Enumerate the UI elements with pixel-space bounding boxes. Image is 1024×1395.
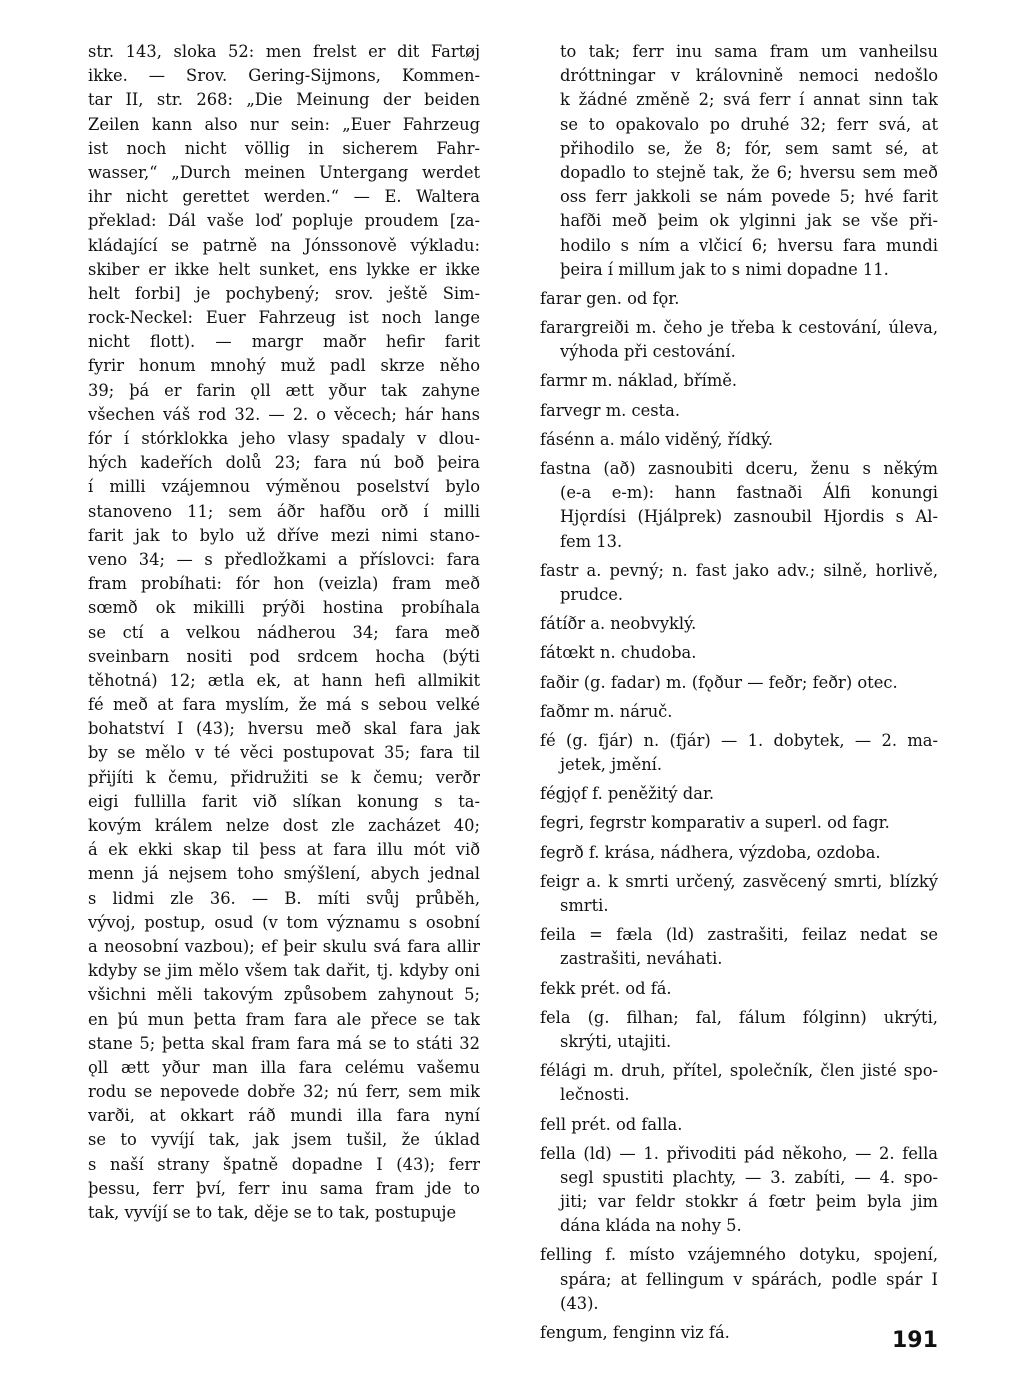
text-line: stanoveno 11; sem áðr hafðu orð í milli [88,501,480,521]
text-line: varði, at okkart ráð mundi illa fara nyní [88,1106,480,1126]
entry-line: faðmr m. náruč. [540,701,673,721]
dictionary-entry [540,457,938,554]
text-line: kovým králem nelze dost zle zacházet 40; [88,816,480,835]
text-line: fram probíhati: fór hon (veizla) fram með [88,574,480,594]
text-line: helt forbi] je pochybený; srov. ještě Sim- [88,283,480,303]
entry-line: fastna (að) zasnoubiti dceru, ženu s někým [540,459,938,478]
dictionary-entry [540,369,938,393]
text-line: ǫll ætt yður man illa fara celému vašemu [88,1057,480,1077]
right-column [540,40,938,1345]
entry-line: dróttningar v královnině nemoci nedošlo [560,66,938,86]
dictionary-entry [540,1321,938,1345]
entry-line: fé (g. fjár) n. (fjár) — 1. dobytek, — 2. ma- [540,730,938,750]
dictionary-entry [540,287,938,311]
text-line: tar II, str. 268: „Die Meinung der beiden [88,90,480,110]
text-line: í milli vzájemnou výměnou poselství bylo [88,477,480,497]
entry-line: zastrašiti, neváhati. [560,949,723,969]
entry-line: faðir (g. fadar) m. (fǫður — feðr; feðr) otec. [540,672,898,692]
entry-line: smrti. [560,896,609,915]
text-line: kdyby se jim mělo všem tak dařit, tj. kdyby oni [88,961,480,981]
text-line: ist noch nicht völlig in sicherem Fahr- [88,138,480,158]
entry-line: félági m. druh, přítel, společník, člen jisté spo- [540,1061,938,1081]
dictionary-entry [540,612,938,636]
entry-line: spára; at fellingum v spárách, podle spár I [560,1269,938,1289]
entry-line: fátíðr a. neobvyklý. [540,614,697,634]
dictionary-entry [540,923,938,971]
entry-line: þeira í millum jak to s nimi dopadne 11. [560,259,889,279]
text-line: rock-Neckel: Euer Fahrzeug ist noch lange [88,308,480,328]
dictionary-entry [540,977,938,1001]
text-line: bohatství I (43); hversu með skal fara jak [88,719,480,739]
entry-line: skrýti, utajiti. [560,1031,672,1051]
text-line: s lidmi zle 36. — B. míti svůj průběh, [88,888,480,908]
page-number: 191 [892,1328,938,1353]
left-column [88,40,480,1225]
dictionary-entry [540,782,938,806]
dictionary-entry [540,641,938,665]
entry-line: farar gen. od fǫr. [540,288,680,308]
text-line: fór í stórklokka jeho vlasy spadaly v dlou- [88,429,480,448]
text-line: ikke. — Srov. Gering-Sijmons, Kommen- [88,66,480,86]
entry-line: felling f. místo vzájemného dotyku, spojení, [540,1245,938,1265]
dictionary-entry [540,870,938,918]
text-line: fyrir honum mnohý muž padl skrze něho [88,356,480,376]
entry-line: farvegr m. cesta. [540,400,681,420]
entry-line: fátœkt n. chudoba. [540,643,697,663]
entry-line: dána kláda na nohy 5. [560,1216,742,1236]
entry-line: přihodilo se, že 8; fór, sem samt sé, at [560,138,938,158]
entry-line: fastr a. pevný; n. fast jako adv.; silně, horlivě, [540,560,938,580]
text-line: fé með at fara myslím, že má s sebou velké [88,695,480,715]
entry-line: fásénn a. málo viděný, řídký. [540,429,774,449]
text-line: þessu, ferr því, ferr inu sama fram jde to [88,1178,480,1198]
entry-line: fela (g. filhan; fal, fálum fólginn) ukrýti, [540,1007,938,1027]
entry-line: dopadlo to stejně tak, že 6; hversu sem með [560,162,938,182]
dictionary-entry [540,428,938,452]
dictionary-entry [540,700,938,724]
entry-line: farargreiði m. čeho je třeba k cestování, úleva, [540,318,938,338]
text-line: nicht flott). — margr maðr hefir farit [88,332,480,352]
entry-line: fengum, fenginn viz fá. [540,1323,730,1342]
text-line: všechen váš rod 32. — 2. o věcech; hár hans [88,404,480,424]
text-line: tak, vyvíjí se to tak, děje se to tak, postupuje [88,1203,457,1222]
text-line: veno 34; — s předložkami a příslovci: fara [88,549,480,569]
entry-line: fem 13. [560,531,623,551]
text-line: kládající se patrně na Jónssonově výkladu: [88,235,480,255]
text-line: rodu se nepovede dobře 32; nú ferr, sem mik [88,1082,480,1102]
entry-line: oss ferr jakkoli se nám povede 5; hvé farit [560,187,938,207]
entry-line: to tak; ferr inu sama fram um vanheilsu [560,42,938,61]
entry-line: fella (ld) — 1. přivoditi pád někoho, — 2. fella [540,1143,938,1163]
text-line: všichni měli takovým způsobem zahynout 5; [88,985,480,1005]
dictionary-entry [540,1142,938,1239]
entry-line: farmr m. náklad, břímě. [540,371,738,391]
text-line: menn já nejsem toho smýšlení, abych jednal [88,864,480,884]
entry-continuation [540,40,938,282]
dictionary-entry [540,671,938,695]
dictionary-entry [540,316,938,364]
entry-line: hodilo s ním a vlčicí 6; hversu fara mundi [560,235,938,255]
text-line: sveinbarn nositi pod srdcem hocha (býti [88,646,480,666]
text-line: sœmð ok mikilli prýði hostina probíhala [88,598,480,618]
entry-line: segl spustiti plachty, — 3. zabíti, — 4. spo- [560,1167,938,1187]
entry-line: fegrð f. krása, nádhera, výzdoba, ozdoba. [540,842,881,862]
text-line: těhotná) 12; ætla ek, at hann hefi allmikit [88,670,480,690]
dictionary-entry [540,729,938,777]
text-line: wasser,“ „Durch meinen Untergang werdet [88,162,480,182]
text-line: stane 5; þetta skal fram fara má se to státi 32 [88,1033,480,1053]
entry-line: jiti; var feldr stokkr á fœtr þeim byla jim [560,1192,938,1212]
dictionary-entry [540,1059,938,1107]
text-line: se to vyvíjí tak, jak jsem tušil, že úklad [88,1130,480,1150]
dictionary-entry [540,559,938,607]
entry-line: fégjǫf f. peněžitý dar. [540,784,715,804]
entry-line: fegri, fegrstr komparativ a superl. od fagr. [540,813,890,833]
dictionary-entry [540,1113,938,1137]
entry-line: fekk prét. od fá. [540,978,672,998]
text-line: ihr nicht gerettet werden.“ — E. Waltera [88,187,480,207]
dictionary-entry [540,399,938,423]
entry-line: k žádné změně 2; svá ferr í annat sinn tak [560,90,938,110]
text-line: á ek ekki skap til þess at fara illu mót við [88,840,480,860]
entry-line: výhoda při cestování. [560,342,736,362]
entry-line: (e-a e-m): hann fastnaði Álfi konungi [560,483,938,503]
dictionary-entry [540,841,938,865]
text-line: se ctí a velkou nádherou 34; fara með [88,622,480,642]
entry-line: Hjǫrdísi (Hjálprek) zasnoubil Hjordis s Al- [560,507,938,527]
dictionary-entry [540,1006,938,1054]
text-line: a neosobní vazbou); ef þeir skulu svá fara allir [88,936,480,956]
entry-line: lečnosti. [560,1085,630,1105]
entry-line: feigr a. k smrti určený, zasvěcený smrti, blízký [540,871,938,891]
text-line: skiber er ikke helt sunket, ens lykke er ikke [88,259,480,279]
text-line: by se mělo v té věci postupovat 35; fara til [88,743,480,763]
text-line: s naší strany špatně dopadne I (43); ferr [88,1154,480,1174]
text-line: Zeilen kann also nur sein: „Euer Fahrzeug [88,114,480,134]
entry-line: jetek, jmění. [560,755,663,775]
entry-line: se to opakovalo po druhé 32; ferr svá, at [560,114,938,134]
text-line: farit jak to bylo už dříve mezi nimi stano- [88,525,480,545]
text-line: hých kadeřích dolů 23; fara nú boð þeira [88,453,480,473]
entry-line: hafði með þeim ok ylginni jak se vše při- [560,211,938,231]
text-line: vývoj, postup, osud (v tom významu s osobní [88,912,480,932]
text-line: eigi fullilla farit við slíkan konung s ta- [88,791,480,811]
text-line: 39; þá er farin ǫll ætt yður tak zahyne [88,380,480,400]
dictionary-entry [540,1243,938,1316]
text-line: překlad: Dál vaše loď popluje proudem [za- [88,211,480,231]
entry-line: prudce. [560,584,624,604]
entry-line: (43). [560,1293,599,1313]
text-line: přijíti k čemu, přidružiti se k čemu; verðr [88,767,480,787]
dictionary-entry [540,811,938,835]
text-line: en þú mun þetta fram fara ale přece se tak [88,1009,480,1029]
entry-line: feila = fæla (ld) zastrašiti, feilaz nedat se [540,925,938,945]
text-line: str. 143, sloka 52: men frelst er dit Fartøj [88,42,480,61]
entry-line: fell prét. od falla. [540,1114,683,1134]
